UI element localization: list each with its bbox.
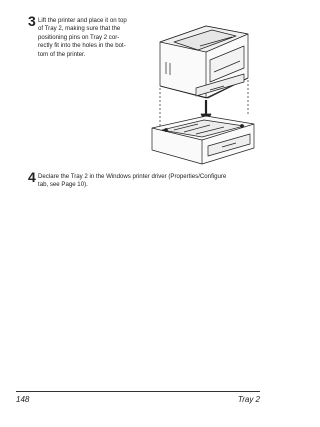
page-number: 148 xyxy=(16,395,30,404)
step-4 xyxy=(28,169,268,190)
step-number: 4 xyxy=(28,169,36,185)
step-text: Declare the Tray 2 in the Windows printer driver (Properties/Configure tab, see Page 10). xyxy=(38,173,227,189)
footer-rule xyxy=(16,391,260,392)
printer-on-tray-illustration xyxy=(140,16,260,170)
step-text: Lift the printer and place it on top of Tray 2, making sure that the positioning pins on Tray 2 cor- rectly fit into the holes in the bot- tom of the printer. xyxy=(38,17,127,58)
section-title: Tray 2 xyxy=(237,395,260,404)
step-3 xyxy=(28,13,148,59)
step-number: 3 xyxy=(28,13,36,29)
